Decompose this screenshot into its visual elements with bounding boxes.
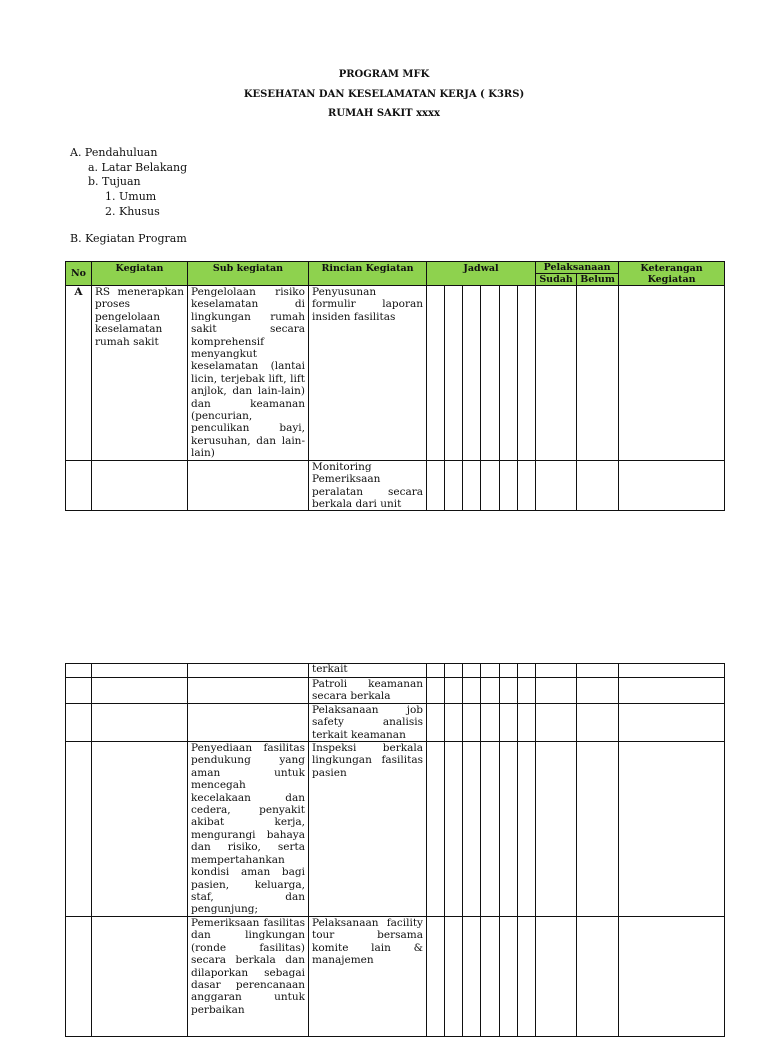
kegiatan-cell — [92, 461, 188, 511]
belum-cell — [577, 286, 619, 461]
header-sub-kegiatan: Sub kegiatan — [188, 262, 309, 286]
jadwal-cell — [500, 664, 518, 678]
jadwal-cell — [427, 703, 445, 741]
jadwal-cell — [481, 678, 500, 704]
header-rincian-kegiatan: Rincian Kegiatan — [309, 262, 427, 286]
jadwal-cell — [518, 703, 536, 741]
keterangan-cell — [619, 664, 725, 678]
document-title: PROGRAM MFK — [338, 69, 430, 80]
belum-cell — [577, 917, 619, 1037]
keterangan-cell — [619, 461, 725, 511]
sudah-cell — [536, 461, 577, 511]
sub-kegiatan-text: Pemeriksaan fasilitas dan lingkungan (ronde fasilitas) secara berkala dan dilaporkan sebagai dasar perencanaan anggaran untuk perbaikan — [191, 917, 305, 1016]
hospital-name: RUMAH SAKIT xxxx — [328, 108, 440, 119]
sudah-cell — [536, 742, 577, 917]
jadwal-cell — [463, 917, 481, 1037]
jadwal-cell — [445, 286, 463, 461]
jadwal-cell — [500, 461, 518, 511]
belum-cell — [577, 461, 619, 511]
outline-tujuan: b. Tujuan — [88, 175, 141, 188]
kegiatan-cell — [92, 917, 188, 1037]
row-number — [66, 678, 92, 704]
jadwal-cell — [427, 742, 445, 917]
jadwal-cell — [427, 917, 445, 1037]
header-pelaksanaan: Pelaksanaan — [536, 262, 619, 274]
sub-kegiatan-cell: Penyediaan fasilitas pendukung yang aman untuk mencegah kecelakaan dan cedera, penyakit akibat kerja, mengurangi bahaya dan risiko, serta mempertahankan kondisi aman bagi pasien, keluarga, staf, dan pengunjung; — [188, 742, 309, 917]
row-number — [66, 664, 92, 678]
rincian-cell: Pelaksanaan job safety analisis terkait keamanan — [309, 703, 427, 741]
row-number — [66, 742, 92, 917]
header-keterangan: Keterangan Kegiatan — [619, 262, 725, 286]
jadwal-cell — [481, 286, 500, 461]
keterangan-cell — [619, 917, 725, 1037]
table-row — [66, 461, 725, 511]
kegiatan-cell — [92, 742, 188, 917]
sub-kegiatan-cell — [188, 703, 309, 741]
belum-cell — [577, 664, 619, 678]
sudah-cell — [536, 664, 577, 678]
jadwal-cell — [481, 461, 500, 511]
keterangan-cell — [619, 678, 725, 704]
program-table-page1 — [65, 261, 725, 511]
jadwal-cell — [518, 917, 536, 1037]
outline-latar-belakang: a. Latar Belakang — [88, 161, 188, 174]
keterangan-cell — [619, 286, 725, 461]
sub-kegiatan-cell — [188, 461, 309, 511]
jadwal-cell — [427, 664, 445, 678]
jadwal-cell — [500, 703, 518, 741]
jadwal-cell — [445, 703, 463, 741]
jadwal-cell — [427, 461, 445, 511]
row-number — [66, 917, 92, 1037]
header-belum: Belum — [577, 274, 619, 286]
row-number — [66, 703, 92, 741]
jadwal-cell — [463, 742, 481, 917]
kegiatan-cell: RS menerapkan proses pengelolaan keselamatan rumah sakit — [92, 286, 188, 461]
jadwal-cell — [445, 664, 463, 678]
rincian-cell — [309, 664, 427, 678]
jadwal-cell — [481, 703, 500, 741]
jadwal-cell — [445, 678, 463, 704]
table-row — [66, 286, 725, 461]
rincian-text: Monitoring Pemeriksaan peralatan secara berkala dari unit — [312, 461, 423, 510]
sudah-cell — [536, 286, 577, 461]
belum-cell — [577, 703, 619, 741]
jadwal-cell — [445, 917, 463, 1037]
jadwal-cell — [427, 678, 445, 704]
table-row — [66, 678, 725, 704]
keterangan-cell — [619, 742, 725, 917]
rincian-text: terkait — [312, 663, 348, 675]
jadwal-cell — [500, 286, 518, 461]
kegiatan-cell — [92, 678, 188, 704]
header-kegiatan: Kegiatan — [92, 262, 188, 286]
section-b-heading: B. Kegiatan Program — [70, 232, 187, 245]
outline-umum: 1. Umum — [105, 190, 157, 203]
row-number — [66, 461, 92, 511]
jadwal-cell — [518, 286, 536, 461]
jadwal-cell — [445, 742, 463, 917]
kegiatan-cell — [92, 703, 188, 741]
table-row — [66, 917, 725, 1037]
belum-cell — [577, 742, 619, 917]
jadwal-cell — [463, 678, 481, 704]
sudah-cell — [536, 917, 577, 1037]
jadwal-cell — [500, 678, 518, 704]
outline-khusus: 2. Khusus — [105, 205, 160, 218]
jadwal-cell — [518, 461, 536, 511]
table-row — [66, 742, 725, 917]
jadwal-cell — [463, 286, 481, 461]
jadwal-cell — [518, 742, 536, 917]
sub-kegiatan-cell — [188, 678, 309, 704]
keterangan-cell — [619, 703, 725, 741]
kegiatan-cell — [92, 664, 188, 678]
jadwal-cell — [445, 461, 463, 511]
jadwal-cell — [463, 461, 481, 511]
section-a-heading: A. Pendahuluan — [70, 146, 158, 159]
jadwal-cell — [518, 664, 536, 678]
belum-cell — [577, 678, 619, 704]
sudah-cell — [536, 703, 577, 741]
table-row — [66, 664, 725, 678]
document-subtitle: KESEHATAN DAN KESELAMATAN KERJA ( K3RS) — [243, 89, 525, 100]
jadwal-cell — [500, 917, 518, 1037]
row-number: A — [66, 286, 92, 461]
jadwal-cell — [427, 286, 445, 461]
program-table-page2 — [65, 663, 725, 1037]
header-jadwal: Jadwal — [427, 262, 536, 286]
sudah-cell — [536, 678, 577, 704]
jadwal-cell — [481, 664, 500, 678]
jadwal-cell — [463, 664, 481, 678]
sub-kegiatan-cell: Pengelolaan risiko keselamatan di lingkungan rumah sakit secara komprehensif menyangkut keselamatan (lantai licin, terjebak lift, lift anjlok, dan lain-lain) dan keamanan (pencurian, penculikan bayi, kerusuhan, dan lain-lain) — [188, 286, 309, 461]
sub-kegiatan-cell — [188, 664, 309, 678]
jadwal-cell — [500, 742, 518, 917]
rincian-cell: Patroli keamanan secara berkala — [309, 678, 427, 704]
jadwal-cell — [463, 703, 481, 741]
rincian-cell: Inspeksi berkala lingkungan fasilitas pasien — [309, 742, 427, 917]
header-sudah: Sudah — [536, 274, 577, 286]
table-row — [66, 703, 725, 741]
jadwal-cell — [481, 742, 500, 917]
jadwal-cell — [481, 917, 500, 1037]
header-no: No — [66, 262, 92, 286]
rincian-cell: Penyusunan formulir laporan insiden fasilitas — [309, 286, 427, 461]
sub-kegiatan-cell — [188, 917, 309, 1037]
jadwal-cell — [518, 678, 536, 704]
rincian-cell: Pelaksanaan facility tour bersama komite lain & manajemen — [309, 917, 427, 1037]
rincian-cell — [309, 461, 427, 511]
